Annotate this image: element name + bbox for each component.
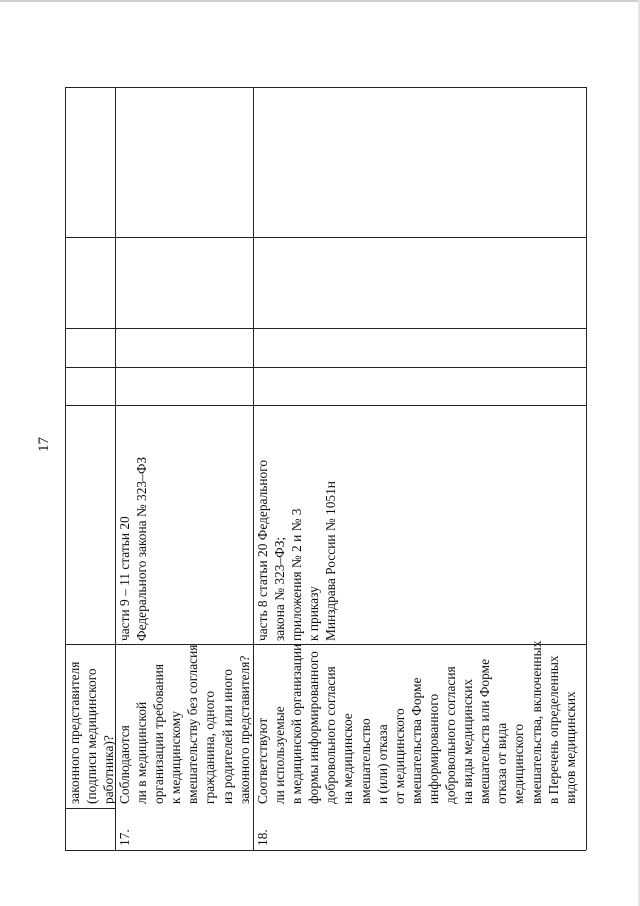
question-line: законного представителя — [67, 661, 82, 804]
question-line: гражданина, одного — [202, 690, 218, 804]
reference-line: приложения № 2 и № 3 — [289, 508, 305, 641]
reference-line: части 9 – 11 статьи 20 — [117, 516, 132, 641]
reference-line: Федерального закона № 323–ФЗ — [134, 456, 150, 641]
question-line: вмешательства, включенных — [528, 640, 544, 804]
row-18-number — [254, 829, 271, 846]
row-18-reference — [254, 460, 339, 641]
column-divider-reference — [65, 405, 586, 406]
question-line: законного представителя? — [236, 655, 252, 804]
question-line: информированного — [425, 693, 441, 804]
page-top-edge — [0, 0, 640, 2]
reference-line: к приказу — [306, 586, 322, 641]
question-line: организации требования — [151, 664, 167, 804]
question-line: вмешательство — [357, 718, 373, 804]
table-row-continuation-question — [66, 662, 117, 804]
row-17-question — [116, 645, 253, 804]
question-line: добровольного согласия — [323, 666, 339, 804]
question-line: работника)? — [101, 735, 117, 804]
reference-line: закона № 323–ФЗ; — [272, 536, 288, 641]
question-line: ли используемые — [272, 706, 288, 804]
row-number: 18. — [255, 829, 270, 846]
question-line: на виды медицинских — [460, 678, 476, 804]
question-line: Соответствуют — [255, 717, 270, 804]
question-line: к медицинскому — [168, 711, 184, 804]
question-line: на медицинское — [340, 713, 356, 804]
row-17-number — [116, 829, 133, 846]
column-divider-na — [65, 237, 586, 238]
question-line: добровольного согласия — [443, 666, 459, 804]
question-line: вмешательств или Форме — [477, 658, 493, 804]
reference-line: Минздрава России № 1051н — [323, 481, 339, 641]
question-line: отказа от вида — [494, 722, 510, 804]
question-line: (подписи медицинского — [84, 668, 100, 804]
question-line: и (или) отказа — [374, 724, 390, 804]
question-line: медицинского — [511, 723, 527, 804]
row-number: 17. — [117, 829, 132, 846]
question-line: видов медицинских — [562, 691, 578, 804]
table-right-border — [586, 87, 587, 850]
column-divider-no — [65, 328, 586, 329]
question-line: в медицинской организации — [289, 643, 305, 804]
question-line: ли в медицинской — [134, 701, 150, 804]
table-bottom-border — [65, 850, 586, 851]
question-line: из родителей или иного — [219, 669, 235, 804]
column-divider-yes — [65, 367, 586, 368]
row-18-question — [254, 641, 579, 804]
page-number: 17 — [36, 437, 52, 452]
question-line: в Перечень определенных — [545, 655, 561, 804]
question-line: Соблюдаются — [117, 725, 132, 804]
row-17-reference — [116, 457, 150, 641]
question-line: формы информированного — [306, 651, 322, 804]
table-top-border — [65, 87, 586, 88]
number-column-divider — [65, 808, 115, 809]
question-line: вмешательству без согласия — [185, 644, 201, 804]
question-line: вмешательства Форме — [408, 677, 424, 804]
question-line: от медицинского — [391, 708, 407, 804]
reference-line: часть 8 статьи 20 Федерального — [255, 459, 270, 641]
